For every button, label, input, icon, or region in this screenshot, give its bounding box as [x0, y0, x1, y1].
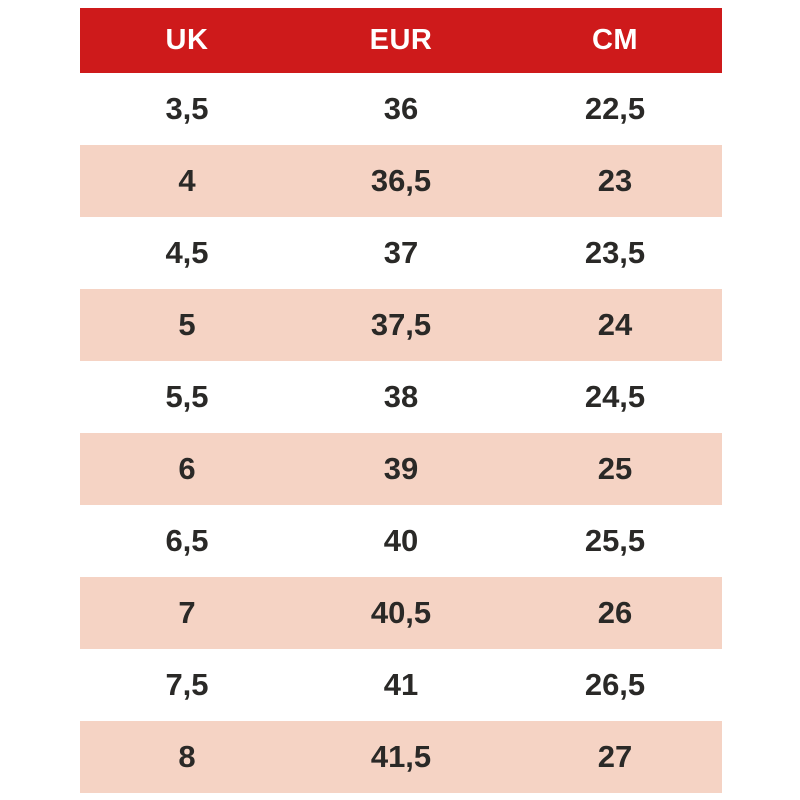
cell-cm: 24: [597, 307, 633, 342]
table-row: [80, 721, 722, 793]
cell-uk: 4: [178, 163, 196, 198]
cell-uk: 4,5: [165, 235, 209, 270]
table-row: [80, 577, 722, 649]
table-row: [80, 73, 722, 145]
cell-eur: 37: [383, 235, 419, 270]
cell-cm: 27: [597, 739, 633, 774]
cell-cm: 25,5: [584, 523, 646, 558]
cell-eur: 39: [383, 451, 419, 486]
cell-uk: 6,5: [165, 523, 209, 558]
cell-uk: 6: [178, 451, 196, 486]
table-row: [80, 289, 722, 361]
cell-eur: 41: [383, 667, 419, 702]
cell-cm: 25: [597, 451, 633, 486]
cell-eur: 36: [383, 91, 419, 126]
table-row: [80, 361, 722, 433]
cell-uk: 7,5: [165, 667, 209, 702]
table-row: [80, 505, 722, 577]
cell-eur: 41,5: [370, 739, 432, 774]
cell-cm: 22,5: [584, 91, 646, 126]
cell-uk: 3,5: [165, 91, 209, 126]
cell-cm: 26: [597, 595, 633, 630]
column-header-uk: UK: [165, 24, 209, 56]
cell-cm: 26,5: [584, 667, 646, 702]
cell-uk: 7: [178, 595, 196, 630]
column-header-eur: EUR: [369, 24, 433, 56]
cell-eur: 37,5: [370, 307, 432, 342]
table-body: [80, 73, 722, 793]
table-row: [80, 433, 722, 505]
cell-eur: 40: [383, 523, 419, 558]
cell-eur: 36,5: [370, 163, 432, 198]
cell-cm: 23: [597, 163, 633, 198]
table-row: [80, 145, 722, 217]
shoe-size-conversion-table: [80, 8, 722, 793]
cell-uk: 5: [178, 307, 196, 342]
cell-eur: 38: [383, 379, 419, 414]
cell-eur: 40,5: [370, 595, 432, 630]
cell-cm: 23,5: [584, 235, 646, 270]
table-row: [80, 217, 722, 289]
cell-uk: 5,5: [165, 379, 209, 414]
cell-cm: 24,5: [584, 379, 646, 414]
table-row: [80, 649, 722, 721]
column-header-cm: CM: [591, 24, 639, 56]
table-header-row: [80, 8, 722, 73]
cell-uk: 8: [178, 739, 196, 774]
